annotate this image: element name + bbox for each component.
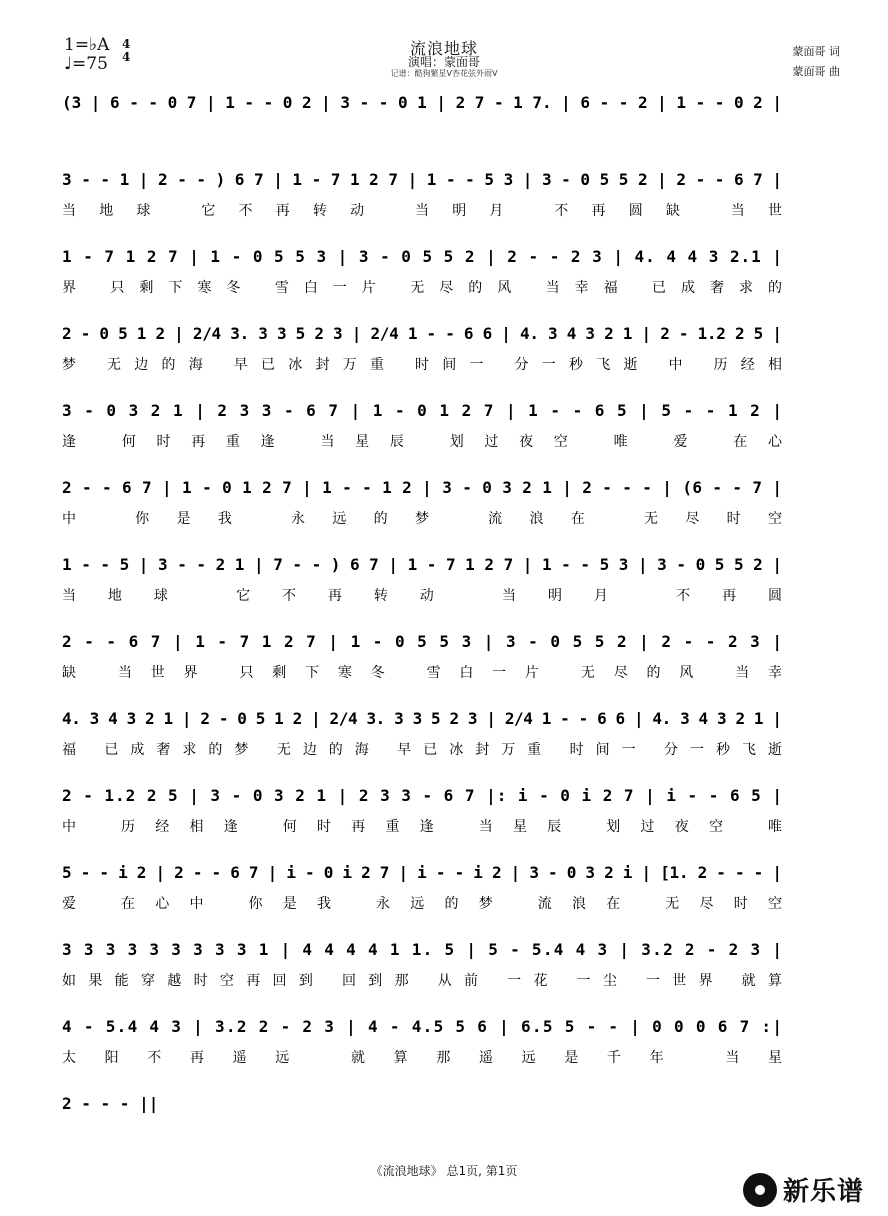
lyrics-line: 当地球 它不再转动 当明月 不再圆缺 当世 [62,203,783,219]
site-logo [743,1171,864,1208]
score-line [62,555,782,604]
time-signature-top: 4 [122,37,131,51]
notation-line: 1 - 7 1 2 7 | 1 - 0 5 5 3 | 3 - 0 5 5 2 | 2 - - 2 3 | 4. 4 4 3 2.1 | [62,247,782,266]
vinyl-disc-icon [743,1173,777,1207]
notation-line: 3 - - 1 | 2 - - ) 6 7 | 1 - 7 1 2 7 | 1 - - 5 3 | 3 - 0 5 5 2 | 2 - - 6 7 | [62,170,782,189]
notation-line: 3 3 3 3 3 3 3 3 3 1 | 4 4 4 4 1 1. 5 | 5 - 5.4 4 3 | 3.2 2 - 2 3 | [62,940,782,959]
notation-line: 2 - - 6 7 | 1 - 0 1 2 7 | 1 - - 1 2 | 3 - 0 3 2 1 | 2 - - - | (6 - - 7 | [62,478,782,497]
time-signature-bottom: 4 [122,50,131,64]
lyrics-line: 如果能穿越时空再回到 回到那 从前 一花 一尘 一世界 就算 [62,973,782,989]
score-line [62,709,782,758]
score-line [62,401,783,450]
singer-credit: 演唱：蒙面哥 [407,55,480,69]
score-line [62,93,782,113]
notation-line: 2 - - 6 7 | 1 - 7 1 2 7 | 1 - 0 5 5 3 | 3 - 0 5 5 2 | 2 - - 2 3 | [62,632,782,651]
score-line [62,1094,158,1114]
notation-line: 3 - 0 3 2 1 | 2 3 3 - 6 7 | 1 - 0 1 2 7 | 1 - - 6 5 | 5 - - 1 2 | [62,401,782,420]
lyrics-line: 界 只剩下寒冬 雪白一片 无尽的风 当幸福 已成奢求的 [62,280,782,296]
notation-line: 5 - - i 2 | 2 - - 6 7 | i - 0 i 2 7 | i - - i 2 | 3 - 0 3 2 i | [1. 2 - - - | [62,863,782,882]
score-line [62,632,782,681]
lyrics-line: 太阳不再遥远 就算那遥远是千年 当星 [62,1050,783,1066]
notation-line: 2 - - - || [62,1094,159,1113]
score-line [62,324,782,373]
logo-text: 新乐谱 [782,1177,864,1207]
notation-line: 2 - 1.2 2 5 | 3 - 0 3 2 1 | 2 3 3 - 6 7 |: i - 0 i 2 7 | i - - 6 5 | [62,786,782,805]
tempo-value: ♩=75 [64,54,108,74]
lyrics-line: 梦 无边的海 早已冰封万重 时间一 分一秒飞逝 中 历经相 [62,357,782,373]
notation-line: 2 - 0 5 1 2 | 2/4 3. 3 3 5 2 3 | 2/4 1 - - 6 6 | 4. 3 4 3 2 1 | 2 - 1.2 2 5 | [62,324,782,343]
lyrics-line: 中 你是我 永远的梦 流浪在 无尽时空 [62,511,782,527]
lyrics-line: 缺 当世界 只剩下寒冬 雪白一片 无尽的风 当幸 [62,665,782,681]
lyrics-line: 逢 何时再重逢 当星辰 划过夜空 唯 爱 在心 [62,434,783,450]
lyricist-credit: 蒙面哥 词 [792,45,840,58]
lyrics-line: 中 历经相逢 何时再重逢 当星辰 划过夜空 唯 [62,819,782,835]
composer-credit: 蒙面哥 曲 [792,65,840,78]
notation-line: (3 | 6 - - 0 7 | 1 - - 0 2 | 3 - - 0 1 | 2 7 - 1 7. | 6 - - 2 | 1 - - 0 2 | [62,93,782,112]
score-line [62,1017,782,1066]
score-line [62,170,782,219]
notation-line: 4. 3 4 3 2 1 | 2 - 0 5 1 2 | 2/4 3. 3 3 5 2 3 | 2/4 1 - - 6 6 | 4. 3 4 3 2 1 | [62,709,782,728]
notation-line: 4 - 5.4 4 3 | 3.2 2 - 2 3 | 4 - 4.5 5 6 | 6.5 5 - - | 0 0 0 6 7 :| [62,1017,782,1036]
lyrics-line: 福 已成奢求的梦 无边的海 早已冰封万重 时间一 分一秒飞逝 [62,742,783,758]
score-line [62,786,782,835]
score-line [62,863,782,912]
score-line [62,478,782,527]
lyrics-line: 当地球 它不再转动 当明月 不再圆 [62,588,782,604]
score-line [62,247,782,296]
lyrics-line: 爱 在心中 你是我 永远的梦 流浪在 无尽时空 [62,896,782,912]
page-info: 《流浪地球》 总1页, 第1页 [370,1164,518,1178]
transcriber-credit: 记谱：酷狗繁星V杏花弦外雨V [390,69,498,78]
score-line [62,940,782,989]
song-title: 流浪地球 [409,39,478,58]
notation-line: 1 - - 5 | 3 - - 2 1 | 7 - - ) 6 7 | 1 - 7 1 2 7 | 1 - - 5 3 | 3 - 0 5 5 2 | [62,555,782,574]
key-signature: 1=♭A [64,35,110,55]
